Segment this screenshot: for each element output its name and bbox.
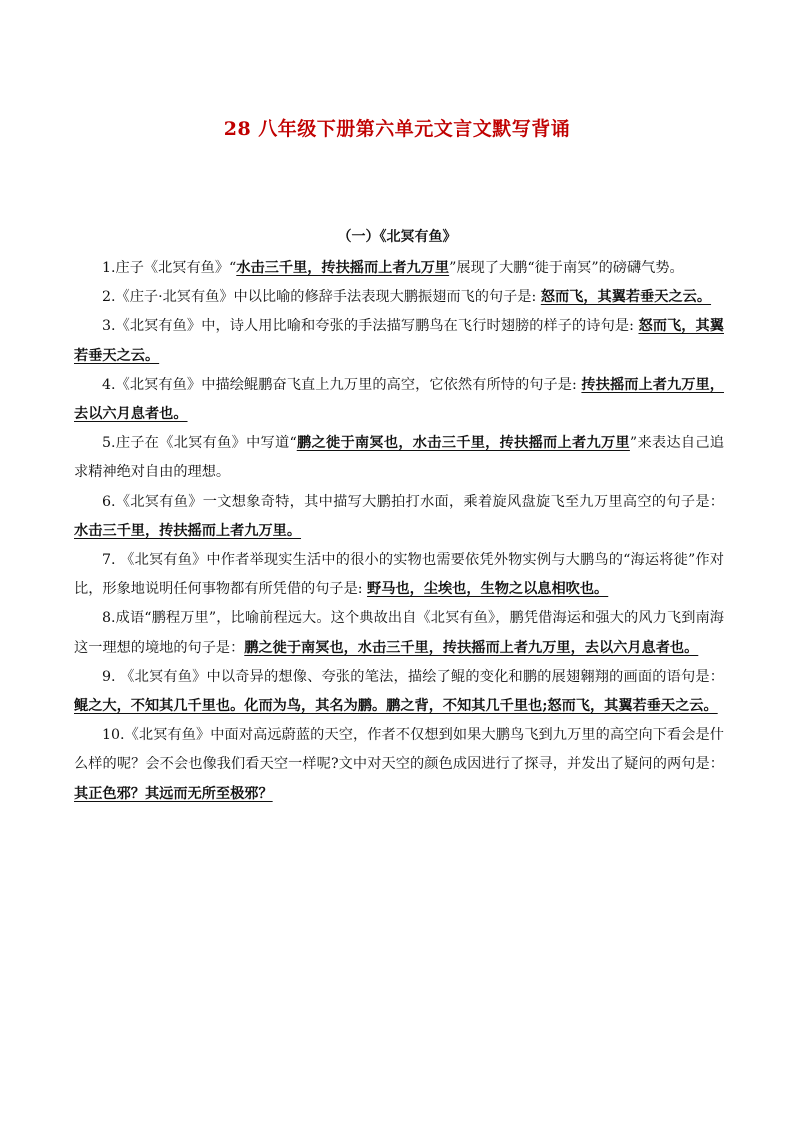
question-text: 7. 《北冥有鱼》中作者举现实生活中的很小的实物也需要依凭外物实例与大鹏鸟的“海运将徙”作对比，形象地说明任何事物都有所凭借的句子是: — [74, 552, 724, 598]
answer-text: 鹏之徙于南冥也，水击三千里，抟扶摇而上者九万里 — [296, 435, 630, 452]
question-text: 6.《北冥有鱼》一文想象奇特，其中描写大鹏拍打水面，乘着旋风盘旋飞至九万里高空的句子是： — [102, 493, 724, 510]
question-text: 9. 《北冥有鱼》中以奇异的想像、夸张的笔法，描绘了鲲的变化和鹏的展翅翱翔的画面的语句是： — [102, 668, 724, 685]
answer-text: 水击三千里，抟扶摇而上者九万里 — [236, 260, 450, 276]
question-text: 2.《庄子·北冥有鱼》中以比喻的修辞手法表现大鹏振翅而飞的句子是: — [102, 289, 541, 306]
question-text-end: ”来表达自己追求精神绝对自由的理想。 — [74, 435, 724, 481]
question-item — [74, 488, 724, 546]
document-title: 28 八年级下册第六单元文言文默写背诵 — [223, 118, 571, 140]
question-list — [74, 254, 724, 809]
question-item — [74, 604, 724, 662]
answer-text: 抟扶摇而上者九万里，去以六月息者也。 — [74, 376, 724, 423]
question-item — [74, 663, 724, 721]
question-item — [74, 312, 724, 370]
question-text: 4.《北冥有鱼》中描绘鲲鹏奋飞直上九万里的高空，它依然有所恃的句子是: — [102, 376, 582, 393]
question-item — [74, 254, 724, 283]
question-item — [74, 283, 724, 312]
question-item — [74, 429, 724, 487]
question-text: 5.庄子在《北冥有鱼》中写道“ — [102, 435, 297, 452]
answer-text: 其正色邪？其远而无所至极邪？ — [74, 785, 273, 802]
answer-text: 怒而飞，其翼若垂天之云。 — [74, 318, 724, 364]
answer-text: 野马也，尘埃也，生物之以息相吹也。 — [367, 581, 609, 598]
question-text-end: ”展现了大鹏“徙于南冥”的磅礴气势。 — [449, 260, 684, 276]
answer-text: 水击三千里，抟扶摇而上者九万里。 — [74, 522, 302, 539]
question-text: 3.《北冥有鱼》中，诗人用比喻和夸张的手法描写鹏鸟在飞行时翅膀的样子的诗句是: — [102, 318, 639, 335]
section-title: （一）《北冥有鱼》 — [337, 229, 457, 245]
question-item — [74, 721, 724, 809]
question-item — [74, 546, 724, 604]
answer-text: 怒而飞，其翼若垂天之云。 — [540, 289, 712, 306]
answer-text: 鲲之大，不知其几千里也。化而为鸟，其名为鹏。鹏之背，不知其几千里也;怒而飞，其翼若垂天之云。 — [74, 698, 718, 715]
question-text: 8.成语“鹏程万里”，比喻前程远大。这个典故出自《北冥有鱼》，鹏凭借海运和强大的风力飞到南海这一理想的境地的句子是： — [74, 610, 724, 656]
question-text: 10.《北冥有鱼》中面对高远蔚蓝的天空，作者不仅想到如果大鹏鸟飞到九万里的高空向下看会是什么样的呢？会不会也像我们看天空一样呢?文中对天空的颜色成因进行了探寻，并发出了疑问的两句是： — [74, 727, 724, 773]
answer-text: 鹏之徙于南冥也，水击三千里，抟扶摇而上者九万里，去以六月息者也。 — [244, 639, 699, 656]
question-text: 1.庄子《北冥有鱼》“ — [102, 260, 237, 276]
question-item — [74, 371, 724, 429]
